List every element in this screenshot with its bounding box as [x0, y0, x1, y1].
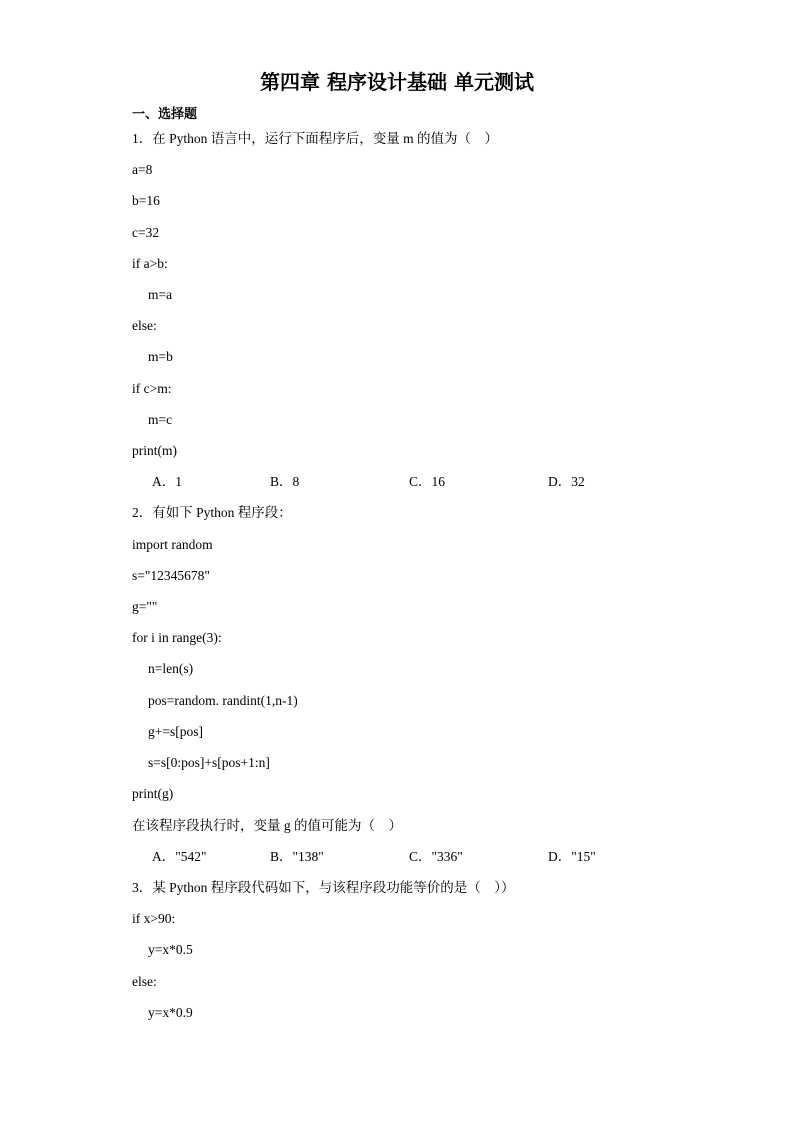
- q2-option-a: A．"542": [152, 849, 207, 864]
- q2-option-d: D．"15": [548, 849, 596, 864]
- q2-code-line: g="": [132, 599, 158, 614]
- q1-code-line: m=a: [148, 287, 173, 302]
- q3-code-line: else:: [132, 974, 157, 989]
- q2-question: 在该程序段执行时，变量 g 的值可能为（ ）: [132, 818, 402, 833]
- q2-code-line: for i in range(3):: [132, 630, 222, 645]
- q1-code-line: if a>b:: [132, 256, 168, 271]
- q2-option-c: C．"336": [409, 849, 463, 864]
- q2-option-b: B．"138": [270, 849, 324, 864]
- q1-option-c: C．16: [409, 474, 446, 489]
- q1-code-line: if c>m:: [132, 381, 172, 396]
- q2-code-line: n=len(s): [148, 661, 194, 676]
- q3-code-line: if x>90:: [132, 911, 176, 926]
- q3-code-line: y=x*0.5: [148, 942, 193, 957]
- q3-stem: 3．某 Python 程序段代码如下，与该程序段功能等价的是（ ））: [132, 880, 515, 895]
- q1-code-line: a=8: [132, 162, 153, 177]
- q2-stem: 2．有如下 Python 程序段：: [132, 505, 292, 520]
- q2-code-line: pos=random. randint(1,n-1): [148, 693, 298, 708]
- q1-option-a: A．1: [152, 474, 182, 489]
- q1-code-line: m=c: [148, 412, 173, 427]
- q2-code-line: s="12345678": [132, 568, 210, 583]
- q2-code-line: g+=s[pos]: [148, 724, 203, 739]
- q2-code-line: print(g): [132, 786, 174, 801]
- q1-code-line: else:: [132, 318, 157, 333]
- section-heading: 一、选择题: [132, 106, 198, 121]
- q1-stem: 1．在 Python 语言中，运行下面程序后，变量 m 的值为（ ）: [132, 131, 499, 146]
- q3-code-line: y=x*0.9: [148, 1005, 193, 1020]
- q1-code-line: b=16: [132, 193, 160, 208]
- q1-option-d: D．32: [548, 474, 585, 489]
- q1-code-line: print(m): [132, 443, 177, 458]
- page-title: 第四章 程序设计基础 单元测试: [260, 70, 534, 94]
- q1-option-b: B．8: [270, 474, 300, 489]
- q2-code-line: s=s[0:pos]+s[pos+1:n]: [148, 755, 270, 770]
- q2-code-line: import random: [132, 537, 213, 552]
- q1-code-line: m=b: [148, 349, 173, 364]
- q1-code-line: c=32: [132, 225, 160, 240]
